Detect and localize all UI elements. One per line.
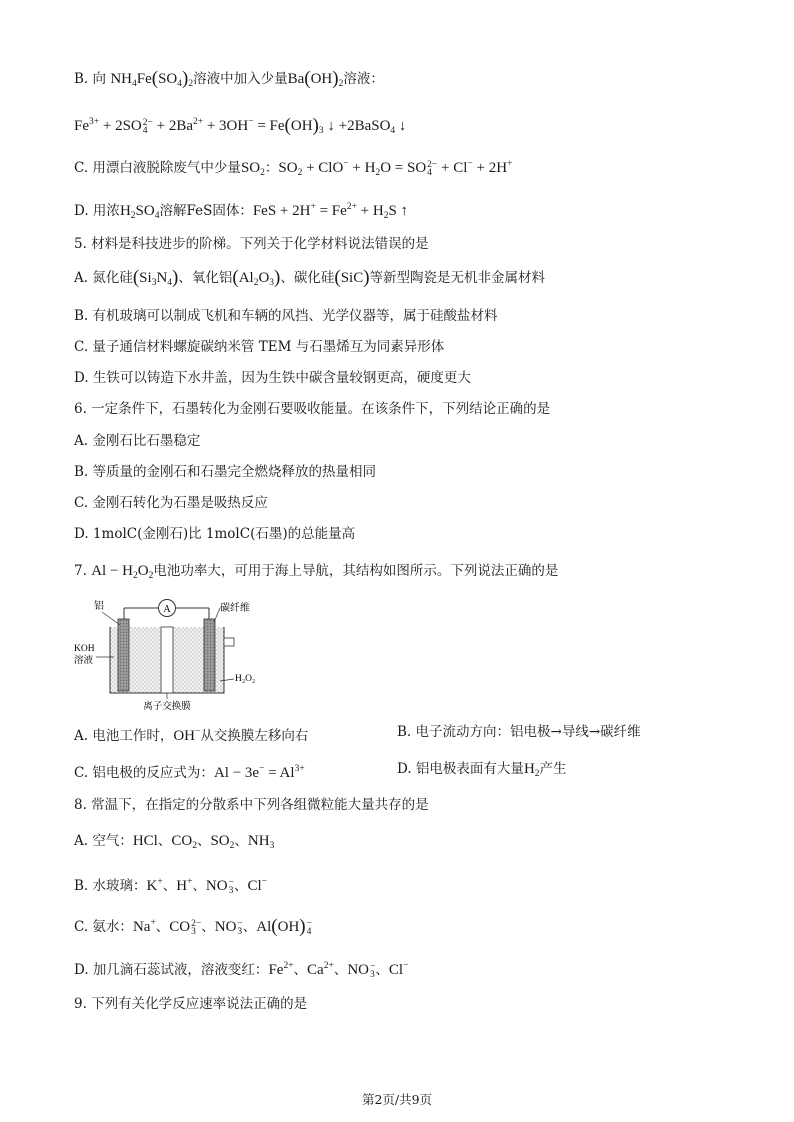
q5-stem: 5. 材料是科技进步的阶梯。下列关于化学材料说法错误的是 <box>74 236 429 252</box>
aluminum-electrode <box>118 619 129 691</box>
q7-option-b: B. 电子流动方向：铝电极→导线→碳纤维 <box>397 724 641 740</box>
ion-exchange-membrane <box>161 627 173 693</box>
q7-option-d: D. 铝电极表面有大量$H_2$产生 <box>397 761 567 779</box>
q6-option-b: B. 等质量的金刚石和石墨完全燃烧释放的热量相同 <box>74 464 377 480</box>
q4-option-d: D. 用浓$H_2SO_4$溶解FeS固体：FeS + $2H^+ = Fe^{2+} + H_2S$ ↑ <box>74 202 409 221</box>
q8-option-b: B. 水玻璃：K+、H+、NO − 3 、Cl− <box>74 877 267 896</box>
q6-option-c: C. 金刚石转化为石墨是吸热反应 <box>74 495 268 511</box>
q7-stem: 7. $Al - H_2O_2$电池功率大，可用于海上导航，其结构如图所示。下列说法正确的是 <box>74 563 559 581</box>
page-footer: 第2页/共9页 <box>361 1092 433 1107</box>
q8-stem: 8. 常温下，在指定的分散系中下列各组微粒能大量共存的是 <box>74 797 429 813</box>
q4-option-b-equation: $Fe^{3+} + 2SO$ 2− 4 + $2Ba^{2+} + 3OH^- = Fe(OH)_3$ ↓ +2BaSO$_4$ ↓ <box>74 115 407 136</box>
label-membrane: 离子交换膜 <box>143 702 191 712</box>
q8-option-c: C. 氨水：Na+、CO 2− 3 、NO − 3 、Al(OH) − 4 <box>74 916 312 937</box>
q6-option-d: D. 1molC(金刚石)比 1molC(石墨)的总能量高 <box>74 526 356 542</box>
q5-option-c: C. 量子通信材料螺旋碳纳米管 TEM 与石墨烯互为同素异形体 <box>74 339 445 355</box>
q7-option-a: A. 电池工作时，OH−从交换膜左移向右 <box>74 727 309 744</box>
carbon-fiber-electrode <box>204 619 215 691</box>
q6-option-a: A. 金刚石比石墨稳定 <box>74 433 201 449</box>
q8-option-d: D. 加几滴石蕊试液，溶液变红：$Fe^{2+}$、$Ca^{2+}$、NO − 3 、Cl− <box>74 961 409 980</box>
q5-option-b: B. 有机玻璃可以制成飞机和车辆的风挡、光学仪器等，属于硅酸盐材料 <box>74 308 498 324</box>
q6-stem: 6. 一定条件下，石墨转化为金刚石要吸收能量。在该条件下，下列结论正确的是 <box>74 401 551 417</box>
outlet-right <box>224 638 234 646</box>
label-aluminum: 铝 <box>94 601 104 612</box>
q7-option-c: C. 铝电极的反应式为：$Al - 3e^- = Al^{3+}$ <box>74 764 305 781</box>
q5-option-d: D. 生铁可以铸造下水井盖，因为生铁中碳含量较钢更高，硬度更大 <box>74 370 471 386</box>
label-koh-solution: 溶液 <box>74 656 94 666</box>
q4-option-c: C. 用漂白液脱除废气中少量$SO_2$：$SO_2 + ClO^- + H_2O$ = SO 2− 4 + Cl− + 2H+ <box>74 159 513 178</box>
label-koh: KOH <box>74 644 95 654</box>
q5-option-a: A. 氮化硅$(Si_3N_4)$、氧化铝$(Al_2O_3)$、碳化硅(SiC)等新型陶瓷是无机非金属材料 <box>74 267 546 288</box>
q8-option-a: A. 空气：HCl、$CO_2$、$SO_2$、$NH_3$ <box>74 833 275 851</box>
ammeter-label: A <box>163 604 171 615</box>
q4-option-b: B. 向 $NH_4Fe(SO_4)_2$溶液中加入少量$Ba(OH)_2$溶液： <box>74 68 384 89</box>
label-carbon-fiber: 碳纤维 <box>220 603 250 614</box>
battery-diagram <box>74 595 274 715</box>
label-h2o2: H₂O₂ <box>235 674 256 684</box>
q9-stem: 9. 下列有关化学反应速率说法正确的是 <box>74 996 308 1012</box>
